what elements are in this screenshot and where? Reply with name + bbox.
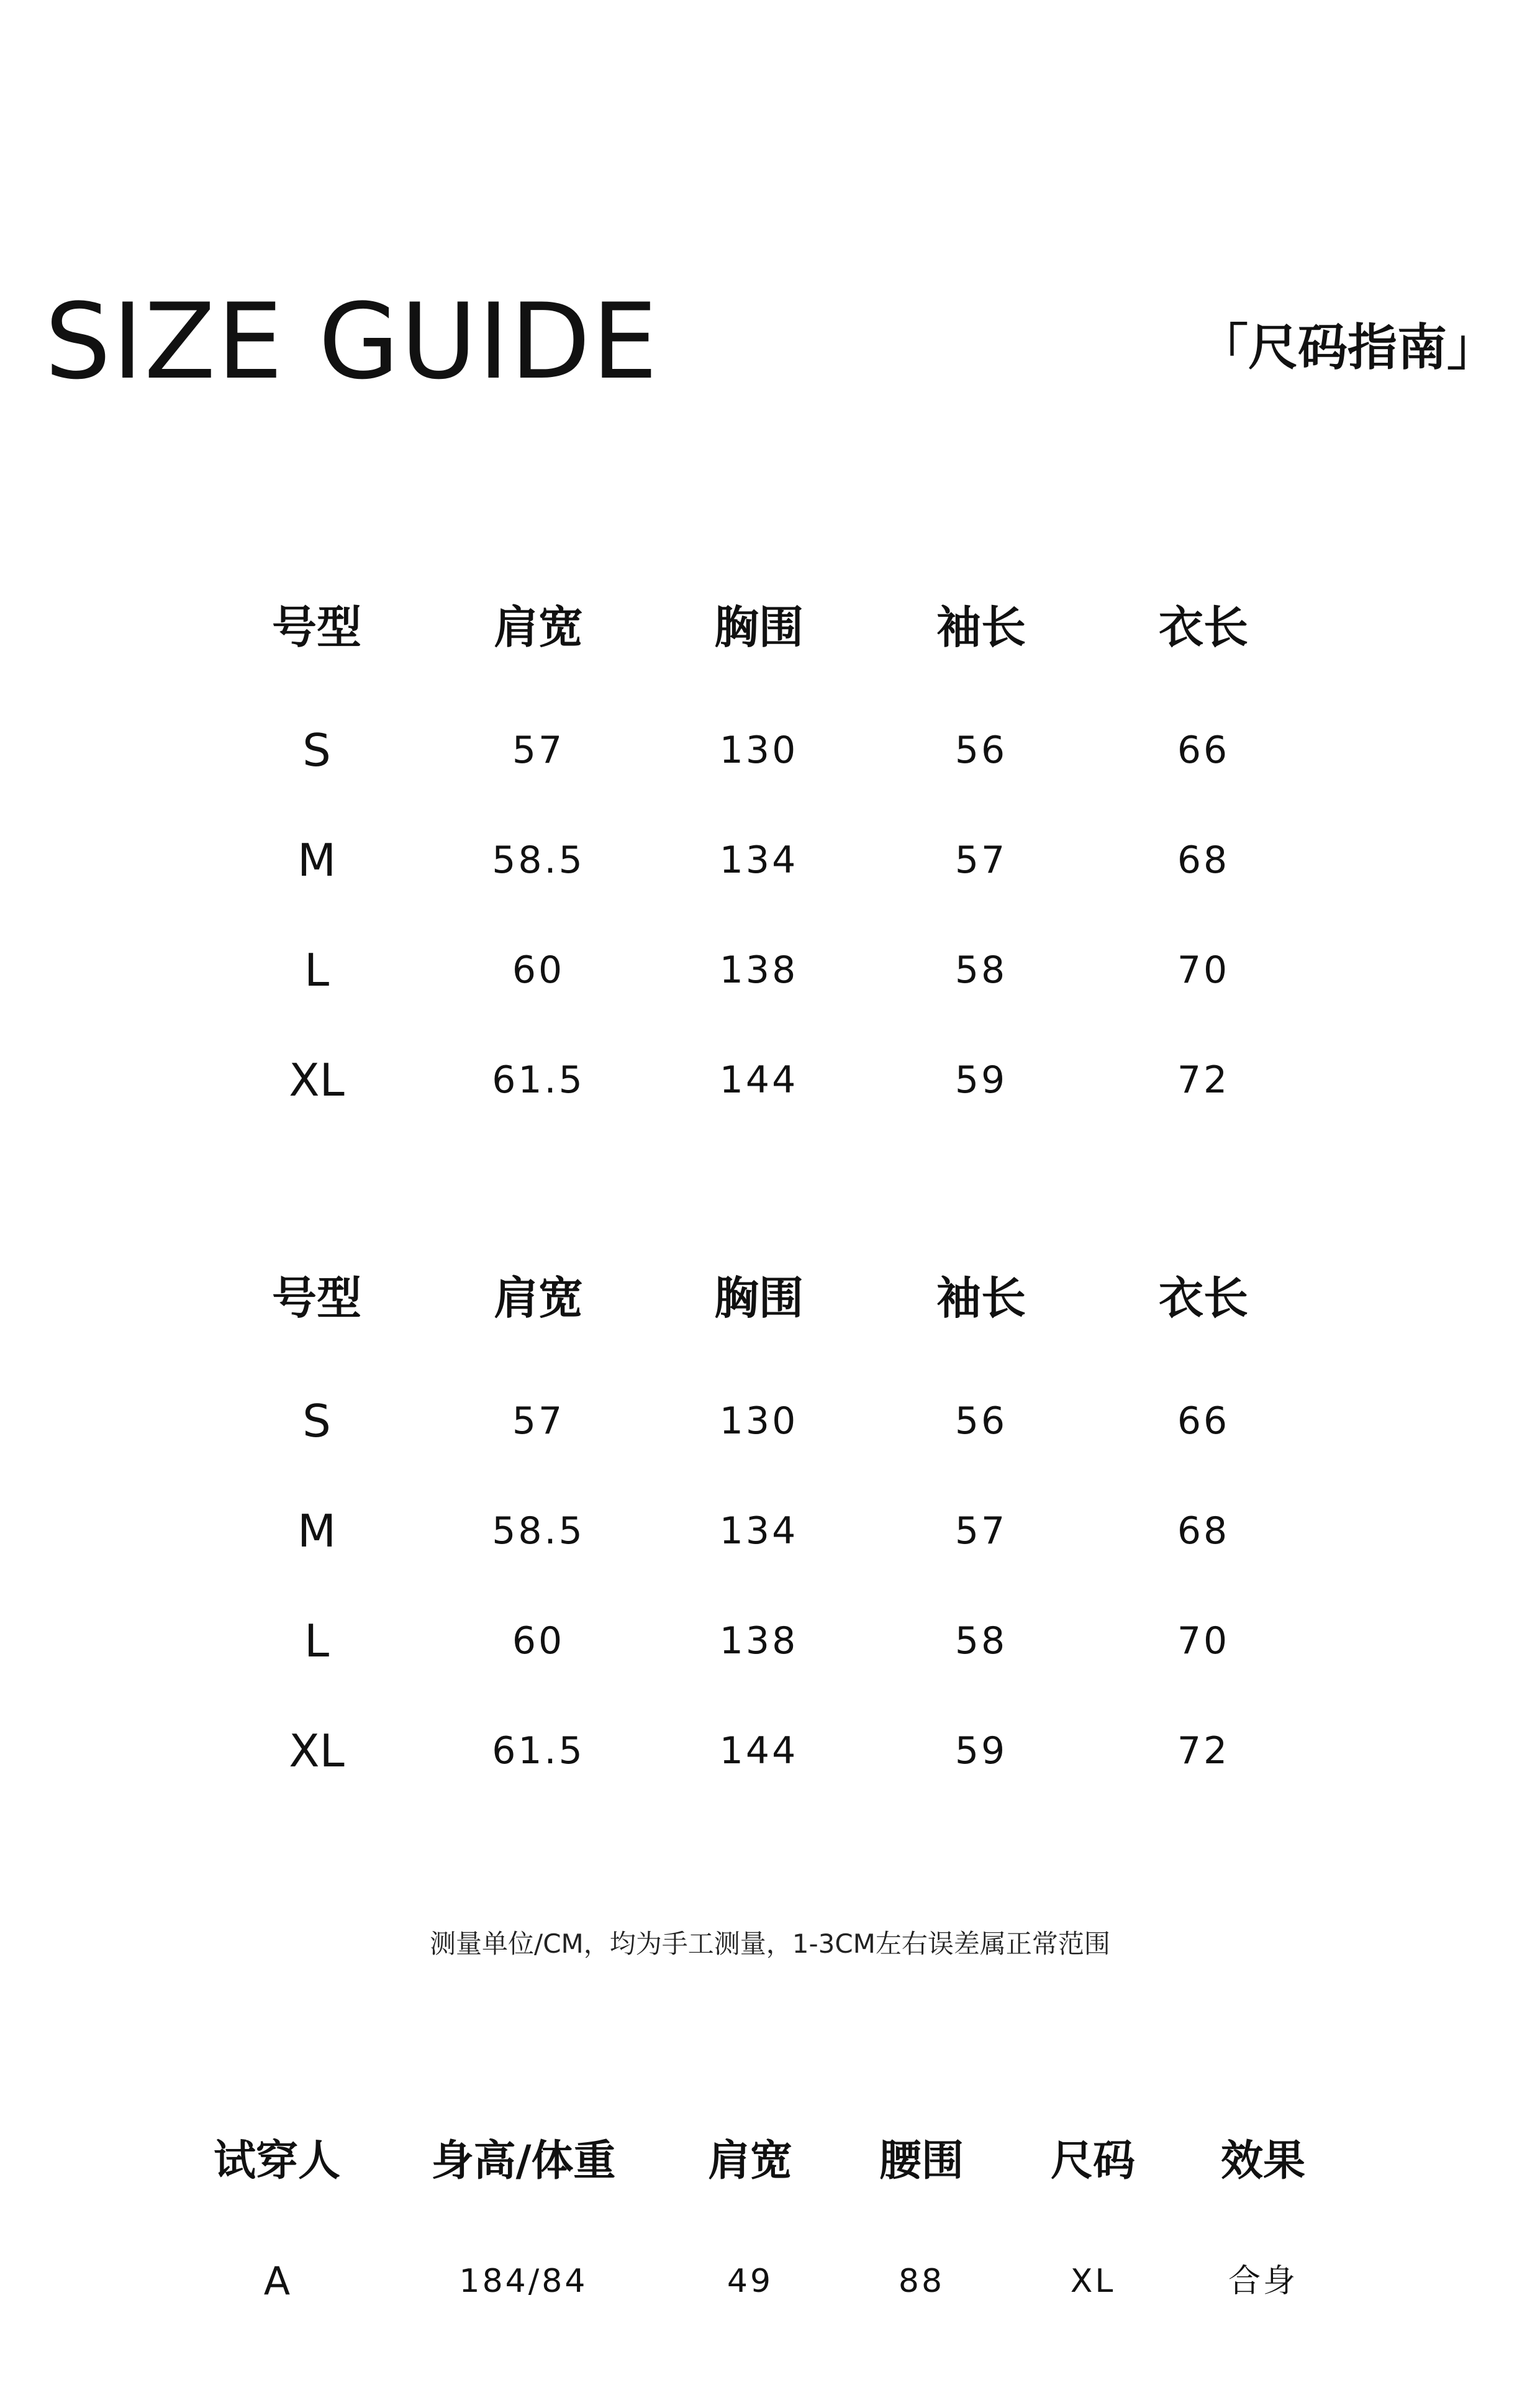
table-row [0, 719, 1540, 781]
page-title: SIZE GUIDE [45, 281, 659, 402]
cell-shoulder: 57 [512, 729, 565, 772]
header-cell-waist: 腰围 [879, 2137, 964, 2186]
cell-size: XL [1070, 2263, 1116, 2300]
header-cell-shoulder: 肩宽 [493, 1272, 583, 1324]
cell-shoulder: 60 [512, 1619, 565, 1663]
header-cell-shoulder: 肩宽 [493, 601, 583, 653]
table-row [0, 1720, 1540, 1782]
cell-chest: 144 [719, 1729, 799, 1773]
cell-waist: 88 [898, 2263, 945, 2300]
cell-shoulder: 58.5 [492, 838, 585, 882]
header-cell-effect: 效果 [1220, 2137, 1305, 2186]
cell-height-weight: 184/84 [459, 2263, 588, 2300]
size-table-header [0, 1267, 1540, 1329]
fit-table-header [0, 2130, 1540, 2192]
cell-size: XL [289, 1054, 345, 1106]
cell-chest: 138 [719, 948, 799, 992]
table-row [0, 1390, 1540, 1452]
cell-shoulder: 60 [512, 948, 565, 992]
cell-length: 72 [1177, 1729, 1230, 1773]
cell-length: 66 [1177, 1399, 1230, 1443]
header-cell-chest: 胸围 [713, 1272, 804, 1324]
cell-length: 72 [1177, 1058, 1230, 1102]
cell-length: 70 [1177, 1619, 1230, 1663]
measurement-note: 测量单位/CM，均为手工测量，1-3CM左右误差属正常范围 [430, 1928, 1110, 1959]
cell-chest: 134 [719, 838, 799, 882]
size-table-header [0, 596, 1540, 658]
header-cell-size: 号型 [271, 1272, 361, 1324]
header-cell-tester: 试穿人 [213, 2137, 340, 2186]
cell-sleeve: 58 [954, 948, 1008, 992]
cell-size: L [304, 944, 330, 996]
cell-size: S [302, 724, 331, 776]
cell-chest: 130 [719, 729, 799, 772]
table-row [0, 1610, 1540, 1672]
cell-tester: A [263, 2258, 291, 2304]
cell-sleeve: 56 [954, 1399, 1008, 1443]
header-cell-shoulder: 肩宽 [707, 2137, 792, 2186]
cell-length: 66 [1177, 729, 1230, 772]
header-cell-sleeve: 袖长 [936, 1272, 1026, 1324]
cell-shoulder: 61.5 [492, 1729, 585, 1773]
cell-length: 68 [1177, 1509, 1230, 1553]
header-cell-size: 号型 [271, 601, 361, 653]
table-row [0, 1500, 1540, 1562]
cell-chest: 130 [719, 1399, 799, 1443]
header-cell-height-weight: 身高/体重 [431, 2137, 616, 2186]
cell-chest: 144 [719, 1058, 799, 1102]
page-subtitle: 「尺码指南」 [1198, 319, 1497, 376]
header-cell-length: 衣长 [1158, 1272, 1248, 1324]
cell-sleeve: 57 [954, 838, 1008, 882]
table-row [0, 829, 1540, 891]
table-row [0, 939, 1540, 1001]
cell-size: S [302, 1395, 331, 1447]
cell-size: M [297, 834, 337, 886]
cell-length: 68 [1177, 838, 1230, 882]
cell-sleeve: 57 [954, 1509, 1008, 1553]
cell-chest: 138 [719, 1619, 799, 1663]
cell-shoulder: 49 [727, 2263, 774, 2300]
header-cell-sleeve: 袖长 [936, 601, 1026, 653]
header-cell-length: 衣长 [1158, 601, 1248, 653]
cell-size: L [304, 1615, 330, 1667]
cell-size: M [297, 1505, 337, 1557]
cell-length: 70 [1177, 948, 1230, 992]
cell-shoulder: 57 [512, 1399, 565, 1443]
header-cell-size: 尺码 [1050, 2137, 1135, 2186]
cell-sleeve: 56 [954, 729, 1008, 772]
header-cell-chest: 胸围 [713, 601, 804, 653]
cell-sleeve: 59 [954, 1729, 1008, 1773]
cell-shoulder: 58.5 [492, 1509, 585, 1553]
table-row [0, 1049, 1540, 1111]
cell-sleeve: 59 [954, 1058, 1008, 1102]
cell-chest: 134 [719, 1509, 799, 1553]
cell-effect: 合身 [1228, 2263, 1298, 2300]
cell-size: XL [289, 1725, 345, 1777]
table-row [0, 2250, 1540, 2312]
cell-shoulder: 61.5 [492, 1058, 585, 1102]
cell-sleeve: 58 [954, 1619, 1008, 1663]
